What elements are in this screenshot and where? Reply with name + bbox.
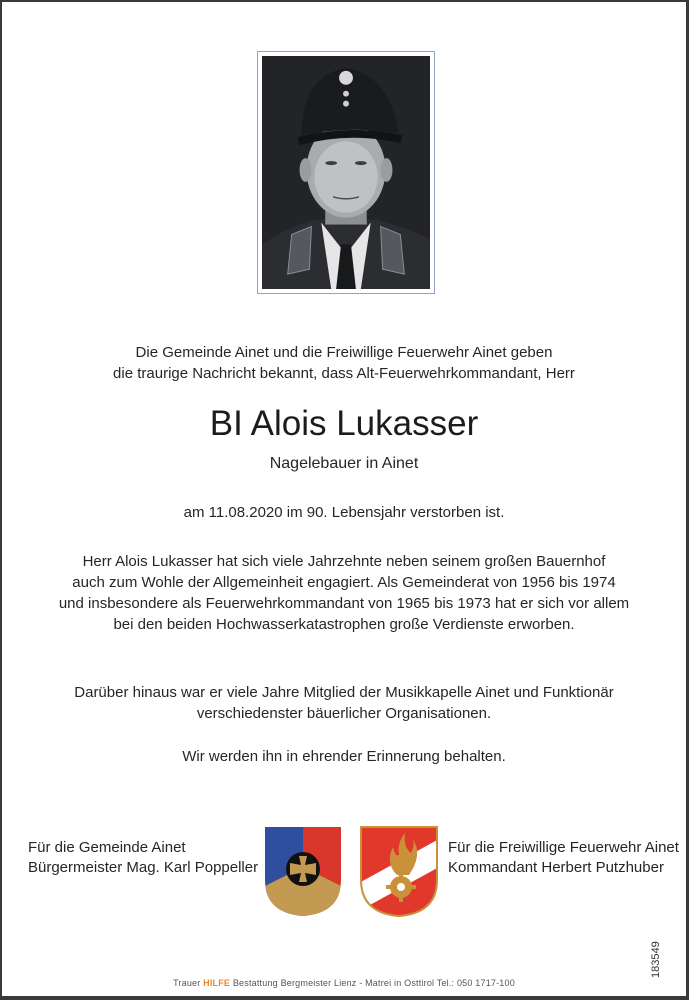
bio1-line-4: bei den beiden Hochwasserkatastrophen große Verdienste erworben. xyxy=(113,616,575,633)
deceased-name: BI Alois Lukasser xyxy=(209,404,479,443)
signature-municipality xyxy=(28,838,258,878)
intro-line-1: Die Gemeinde Ainet und die Freiwillige Feuerwehr Ainet geben xyxy=(135,344,553,361)
footer-text: Bestattung Bergmeister Lienz - Matrei in Osttirol Tel.: 050 1717-100 xyxy=(232,978,515,988)
footer-prefix: Trauer xyxy=(173,978,201,988)
signature-right-org: Für die Freiwillige Feuerwehr Ainet xyxy=(448,839,679,856)
bio2-line-2: verschiedenster bäuerlicher Organisationen. xyxy=(196,705,492,722)
bio1-line-3: und insbesondere als Feuerwehrkommandant von 1965 bis 1973 hat er sich vor allem xyxy=(58,595,630,612)
closing-remark: Wir werden ihn in ehrender Erinnerung behalten. xyxy=(182,748,506,765)
portrait-illustration xyxy=(262,56,430,289)
signature-fire-brigade xyxy=(448,838,679,878)
ainet-coat-of-arms-icon xyxy=(263,825,343,918)
biography-paragraph-1 xyxy=(2,551,686,635)
intro-text xyxy=(2,342,686,384)
signature-left-person: Bürgermeister Mag. Karl Poppeller xyxy=(28,859,259,876)
biography-paragraph-2 xyxy=(2,682,686,724)
bio2-line-1: Darüber hinaus war er viele Jahre Mitglied der Musikkapelle Ainet und Funktionär xyxy=(74,684,614,701)
portrait-photo xyxy=(262,56,430,289)
intro-line-2: die traurige Nachricht bekannt, dass Alt-Feuerwehrkommandant, Herr xyxy=(113,365,575,382)
deceased-subtitle: Nagelebauer in Ainet xyxy=(269,455,419,472)
portrait-frame xyxy=(257,51,435,294)
bio1-line-2: auch zum Wohle der Allgemeinheit engagiert. Als Gemeinderat von 1956 bis 1974 xyxy=(72,574,616,591)
funeral-home-footer xyxy=(2,978,686,988)
signature-left-org: Für die Gemeinde Ainet xyxy=(28,839,186,856)
signature-right-person: Kommandant Herbert Putzhuber xyxy=(448,859,664,876)
obituary-page xyxy=(2,2,686,996)
footer-highlight: HILFE xyxy=(203,978,231,988)
bio1-line-1: Herr Alois Lukasser hat sich viele Jahrzehnte neben seinem großen Bauernhof xyxy=(82,553,606,570)
reference-number: 183549 xyxy=(650,941,662,978)
fire-brigade-emblem-icon xyxy=(359,825,439,918)
death-notice: am 11.08.2020 im 90. Lebensjahr verstorben ist. xyxy=(183,504,505,521)
